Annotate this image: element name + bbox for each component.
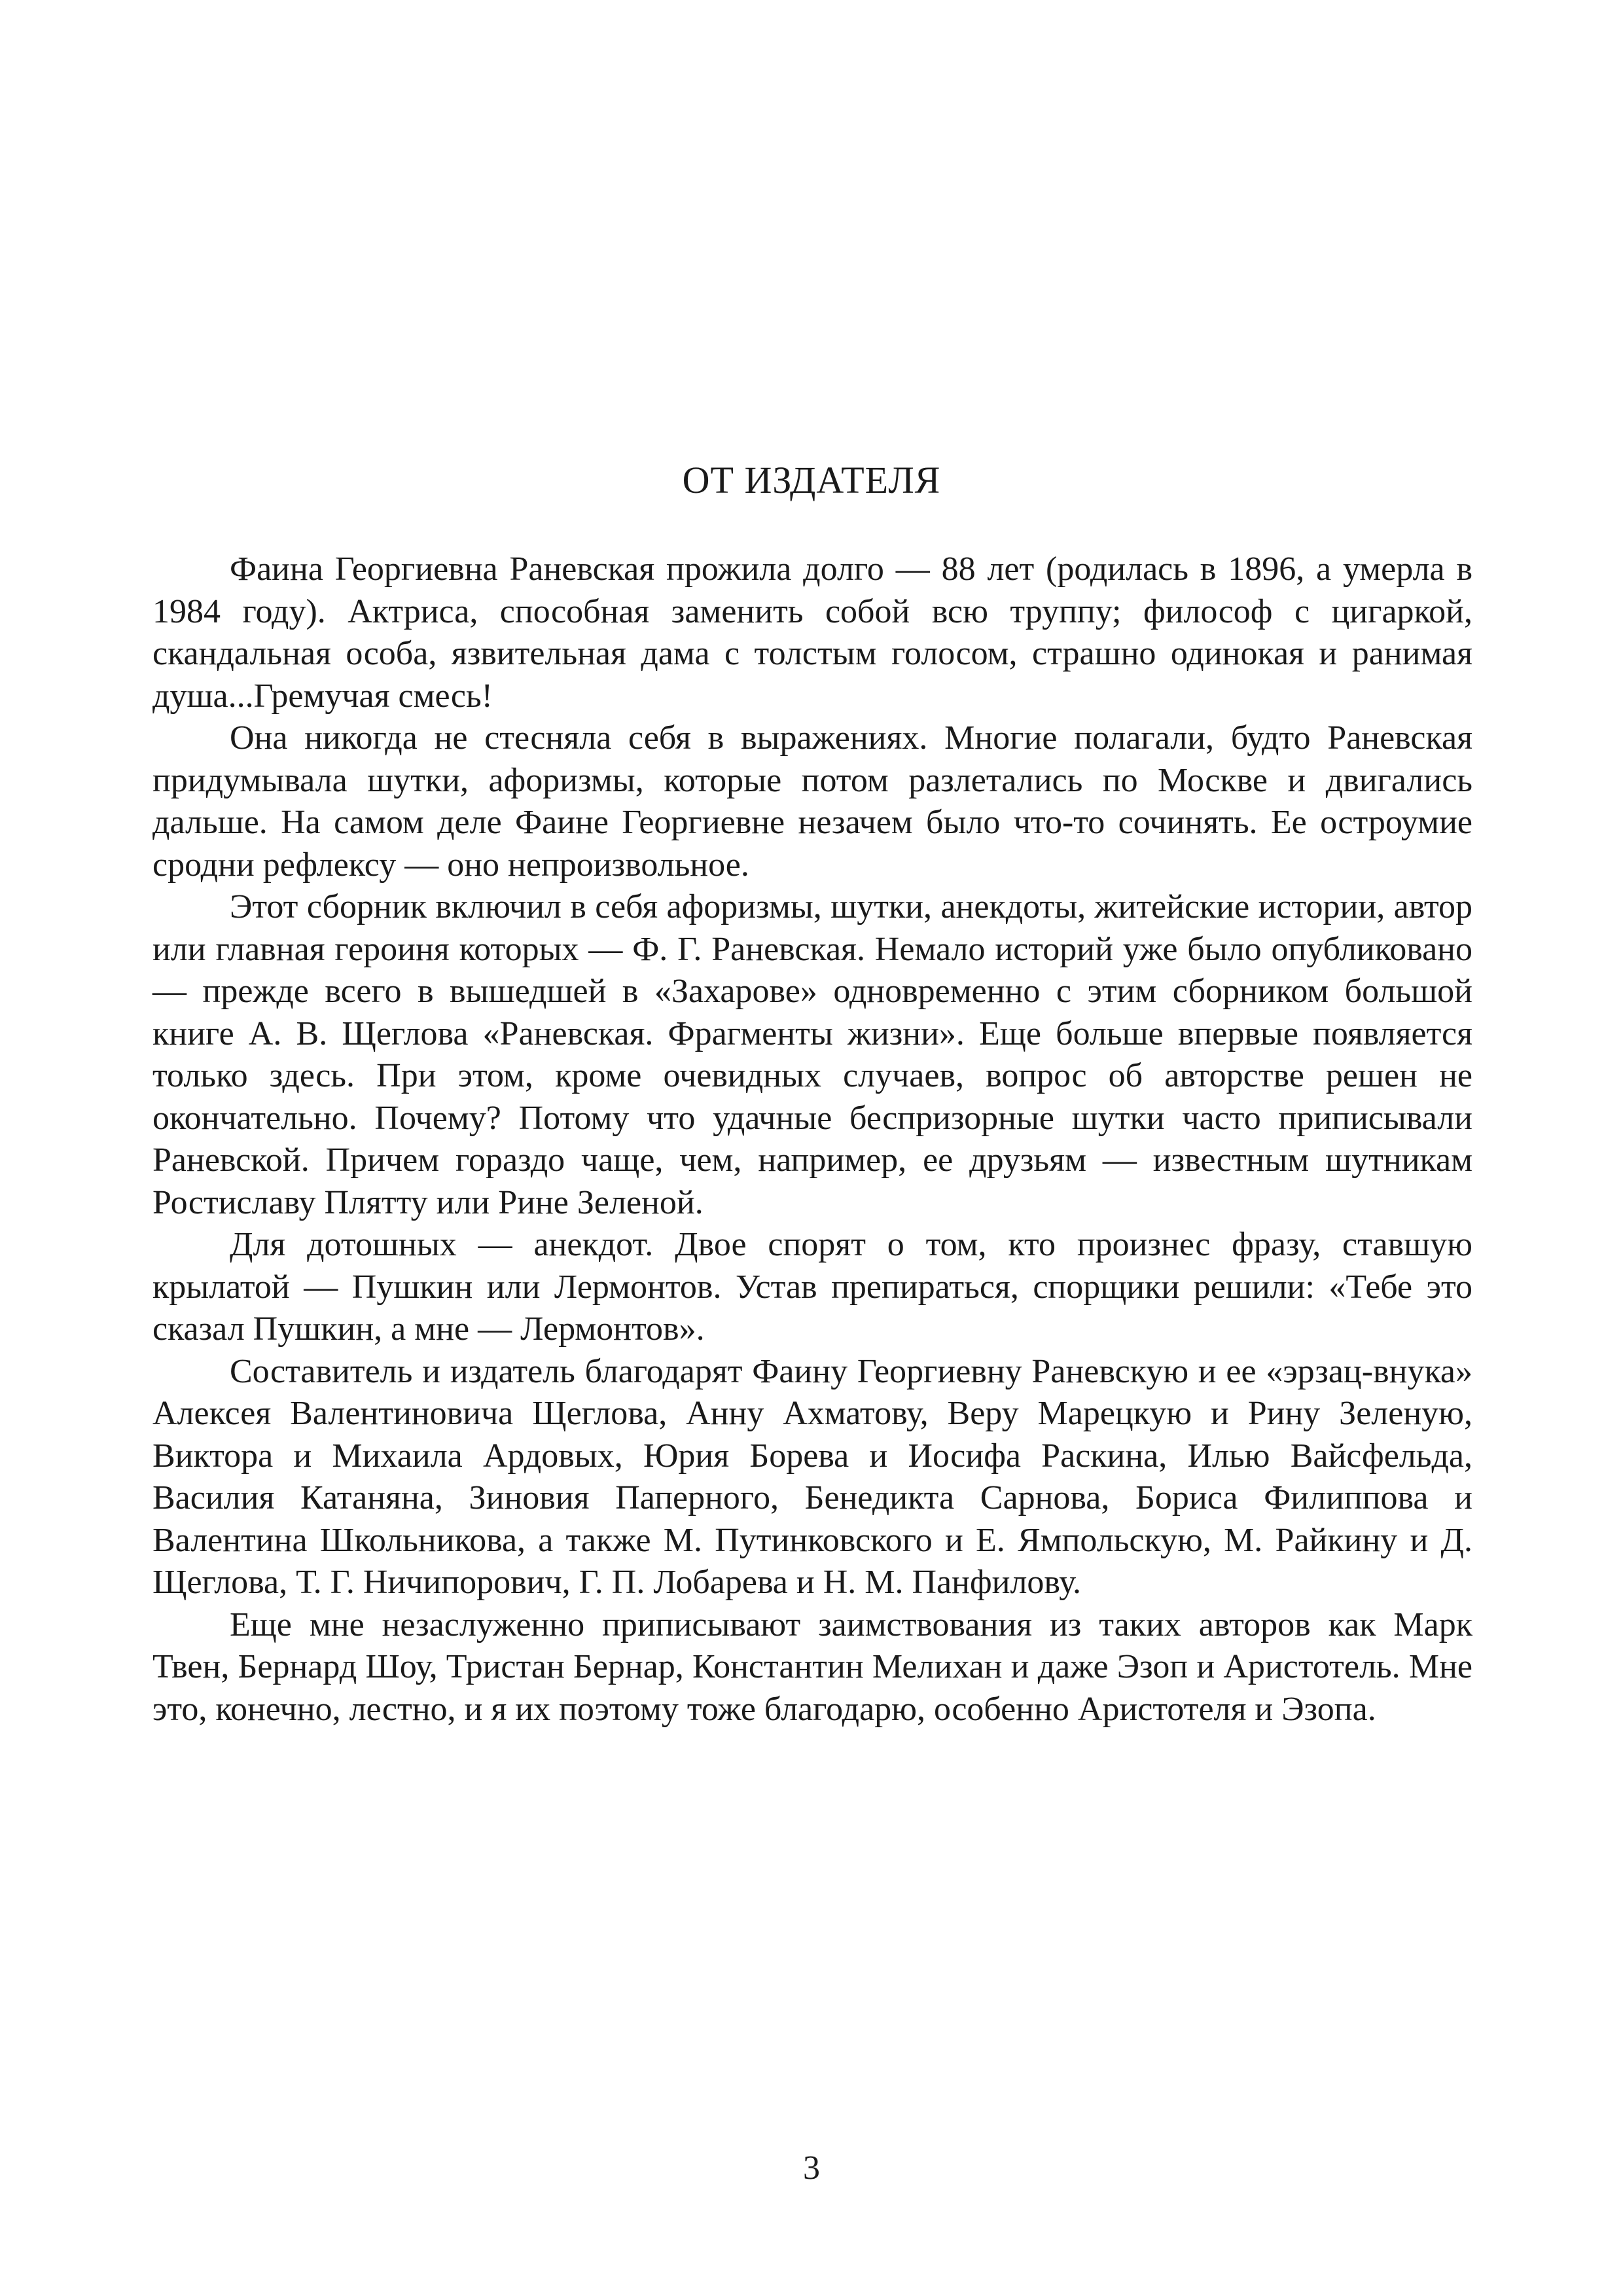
paragraph-6: Еще мне незаслуженно приписывают заимствования из таких авторов как Марк Твен, Бернард Шоу, Тристан Бернар, Константин Мелихан и даже Эзоп и Аристотель. Мне это, конечно, лестно, и я их поэтому тоже благодарю, особенно Аристотеля и Эзопа. <box>152 1605 1472 1728</box>
paragraph-1: Фаина Георгиевна Раневская прожила долго — 88 лет (родилась в 1896, а умерла в 1984 году). Актриса, способная заменить собой всю труппу; философ с цигаркой, скандальная особа, язвительная дама с толстым голосом, страшно одинокая и ранимая душа...Гремучая смесь! <box>152 550 1472 715</box>
page-number: 3 <box>803 2149 820 2187</box>
paragraph-3: Этот сборник включил в себя афоризмы, шутки, анекдоты, житейские истории, автор или главная героиня которых — Ф. Г. Раневская. Немало историй уже было опубликовано — прежде всего в вышедшей в «Захарове» одновременно с этим сборником большой книге А. В. Щеглова «Раневская. Фрагменты жизни». Еще больше впервые появляется только здесь. При этом, кроме очевидных случаев, вопрос об авторстве решен не окончательно. Почему? Потому что удачные беспризорные шутки часто приписывали Раневской. Причем гораздо чаще, чем, например, ее друзьям — известным шутникам Ростиславу Плятту или Рине Зеленой. <box>152 888 1472 1221</box>
paragraph-4: Для дотошных — анекдот. Двое спорят о том, кто произнес фразу, ставшую крылатой — Пушкин или Лермонтов. Устав препираться, спорщики решили: «Тебе это сказал Пушкин, а мне — Лермонтов». <box>152 1226 1472 1348</box>
page-title: ОТ ИЗДАТЕЛЯ <box>682 459 941 501</box>
paragraph-5: Составитель и издатель благодарят Фаину Георгиевну Раневскую и ее «эрзац-внука» Алексея Валентиновича Щеглова, Анну Ахматову, Веру Марецкую и Рину Зеленую, Виктора и Михаила Ардовых, Юрия Борева и Иосифа Раскина, Илью Вайсфельда, Василия Катаняна, Зиновия Паперного, Бенедикта Сарнова, Бориса Филиппова и Валентина Школьникова, а также М. Путинковского и Е. Ямпольскую, М. Райкину и Д. Щеглова, Т. Г. Ничипорович, Г. П. Лобарева и Н. М. Панфилову. <box>152 1352 1472 1601</box>
body-text <box>152 548 1472 1731</box>
paragraph-2: Она никогда не стесняла себя в выражениях. Многие полагали, будто Раневская придумывала шутки, афоризмы, которые потом разлетались по Москве и двигались дальше. На самом деле Фаине Георгиевне незачем было что-то сочинять. Ее остроумие сродни рефлексу — оно непроизвольное. <box>152 719 1472 884</box>
